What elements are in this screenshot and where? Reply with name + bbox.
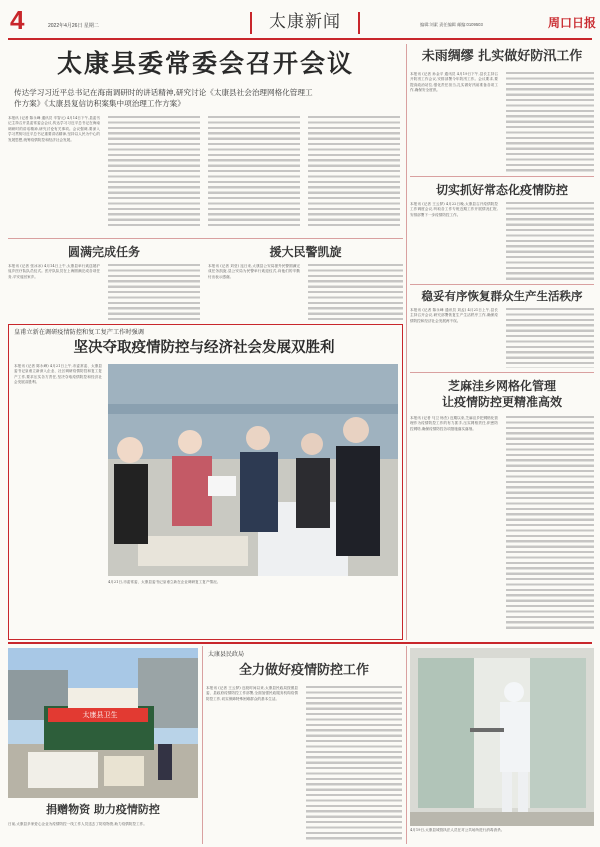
civil-affairs-kicker: 太康县民政局 xyxy=(208,651,245,658)
brief-right-col-1 xyxy=(208,264,300,322)
civil-affairs-body: 本报讯 (记者 王云梦) 近段时间以来,太康县民政局按照县委、县政府疫情防控工作部署,全面加强民政服务机构疫情防控工作,切实保障特殊困难群众的基本生活。 xyxy=(206,686,298,701)
donation-photo-scene xyxy=(8,648,198,798)
brief-right-col-2 xyxy=(308,264,403,322)
right-econ-body: 本报讯 (记者 陈永峰 通讯员 刘孟) 4月21日上午,县长主持召开会议,研究部署恢复生产生活秩序工作,确保疫情防控和经济社会发展两不误。 xyxy=(410,308,498,323)
right-top-story xyxy=(410,44,594,174)
disinfection-photo-scene xyxy=(410,648,594,826)
date-line: 2022年4月26日 星期二 xyxy=(48,23,99,29)
right-top-col-1 xyxy=(410,72,498,172)
disinfection-photo xyxy=(410,648,594,826)
brief-rule xyxy=(8,238,403,239)
brief-right-body: 本报讯 (记者 刘莹) 连日来,太康县公安局援外民警圆满完成任务凯旋,县公安局为民警举行欢迎仪式,向他们的辛勤付出表示感谢。 xyxy=(208,264,300,279)
right-econ-col-1 xyxy=(410,308,498,368)
brief-left-title: 圆满完成任务 xyxy=(67,245,140,259)
brief-right xyxy=(208,240,403,322)
lower-divider-1 xyxy=(202,646,203,844)
feature-body: 本报讯 (记者 陈永峰) 4月21日上午,市委常委、太康县委书记皇甫立新深入企业、社区调研疫情防控和复工复产工作,要求压实各方责任,坚决夺取疫情防控和经济社会发展双胜利。 xyxy=(14,364,102,385)
feature-kicker: 皇甫立新在调研疫情防控和复工复产工作时强调 xyxy=(14,329,144,336)
brief-left-col-2 xyxy=(108,264,200,322)
right-top-title: 未雨绸缪 扎实做好防汛工作 xyxy=(421,49,583,64)
civil-affairs-col-1 xyxy=(206,686,298,842)
right-mid-body: 本报讯 (记者 王云梦) 4月22日晚,太康县召开疫情防控工作调度会议,听取各工作专班近期工作开展情况汇报,安排部署下一步疫情防控工作。 xyxy=(410,202,498,217)
civil-affairs-title: 全力做好疫情防控工作 xyxy=(238,663,369,678)
editor-line: 编辑:刘素 责任编辑 邮编:0109503 xyxy=(420,22,483,27)
page-number: 4 xyxy=(10,5,25,35)
disinfection-caption xyxy=(410,828,594,844)
donation-photo xyxy=(8,648,198,798)
truck-banner: 太康县卫生 xyxy=(82,711,118,719)
column-divider xyxy=(406,44,407,640)
lower-rule xyxy=(8,642,592,644)
lead-body-col-1 xyxy=(8,116,100,228)
civil-affairs-story xyxy=(206,648,402,844)
feature-body-col-1 xyxy=(14,364,102,634)
brief-left-body: 本报讯 (记者 张冰冰) 4月14日上午,太康县举行欢送援沪返乡医疗队队员仪式。医疗队队员在上海圆满完成各项任务,平安返回家乡。 xyxy=(8,264,100,279)
right-mid-title: 切实抓好常态化疫情防控 xyxy=(435,183,568,197)
lower-divider-2 xyxy=(406,646,407,844)
brief-right-title: 援大民警凯旋 xyxy=(269,245,342,259)
right-mid-story xyxy=(410,178,594,282)
right-grid-title-1: 芝麻洼乡网格化管理 xyxy=(447,379,556,393)
donation-caption-title: 捐赠物资 助力疫情防控 xyxy=(46,803,160,816)
section-title: 太康新闻 xyxy=(269,12,341,32)
paper-logo: 周口日报 xyxy=(548,16,597,30)
right-rule-3 xyxy=(410,372,594,373)
disinfection-caption-text: 4月19日,太康县城管执法人员在对公共场所进行消毒消杀。 xyxy=(410,828,505,832)
right-grid-story xyxy=(410,374,594,636)
feature-photo-scene xyxy=(108,364,398,576)
feature-photo-caption-text: 4月21日,市委常委、太康县委书记皇甫立新在企业调研复工复产情况。 xyxy=(108,580,221,584)
right-econ-story xyxy=(410,286,594,370)
feature-photo xyxy=(108,364,398,576)
right-top-body: 本报讯 (记者 孙金平 通讯员 4月19日下午,县长主持召开防汛工作会议,安排部署今年防汛工作。会议要求,要提高政治站位,强化责任担当,扎实做好汛前准备各项工作,确保安全度汛。 xyxy=(410,72,498,93)
right-grid-body: 本报讯 (记者 马卫 杨杰) 近期以来,芝麻洼乡把网格化管理作为疫情防控工作的有力抓手,压实网格责任,织密防控网络,确保疫情防控各项措施落实落细。 xyxy=(410,416,498,431)
brief-left-col-1 xyxy=(8,264,100,322)
right-top-col-2 xyxy=(506,72,594,172)
lead-body-col-4 xyxy=(308,116,400,228)
right-grid-col-1 xyxy=(410,416,498,632)
lead-story xyxy=(8,44,403,236)
right-mid-col-1 xyxy=(410,202,498,280)
right-rule-2 xyxy=(410,284,594,285)
brief-left xyxy=(8,240,200,322)
right-grid-col-2 xyxy=(506,416,594,632)
right-grid-title-2: 让疫情防控更精准高效 xyxy=(441,395,562,409)
lead-body-text: 本报讯 (记者 陈永峰 通讯员 辛智元) 4月14日下午,县委书记主持召开县委常委会会议,传达学习习近平总书记在海南调研时的讲话精神,研究讨论有关事项。会议强调,要深入学习贯彻习近平总书记重要讲话精神,坚持以人民为中心的发展思想,统筹疫情防控和经济社会发展。 xyxy=(8,116,100,142)
feature-photo-caption xyxy=(108,580,398,636)
donation-caption-body: 日前,太康县多家爱心企业为疫情防控一线工作人员送去了防疫物资,助力疫情防控工作。 xyxy=(8,822,147,826)
donation-caption xyxy=(8,822,198,844)
right-mid-col-2 xyxy=(506,202,594,280)
lead-body-col-2 xyxy=(108,116,200,228)
lead-title: 太康县委常委会召开会议 xyxy=(56,49,354,78)
right-econ-col-2 xyxy=(506,308,594,368)
lead-body-col-3 xyxy=(208,116,300,228)
lead-subtitle-1: 传达学习习近平总书记在海南调研时的讲话精神,研究讨论《太康县社会治理网格化管理工 xyxy=(14,88,313,97)
right-econ-title: 稳妥有序恢复群众生产生活秩序 xyxy=(421,289,583,303)
right-rule-1 xyxy=(410,176,594,177)
civil-affairs-col-2 xyxy=(306,686,402,842)
masthead xyxy=(0,0,600,44)
lead-subtitle-2: 作方案》《太康县复信访积案集中项治理工作方案》 xyxy=(14,99,185,108)
masthead-rule xyxy=(8,38,592,40)
feature-title: 坚决夺取疫情防控与经济社会发展双胜利 xyxy=(73,339,335,356)
